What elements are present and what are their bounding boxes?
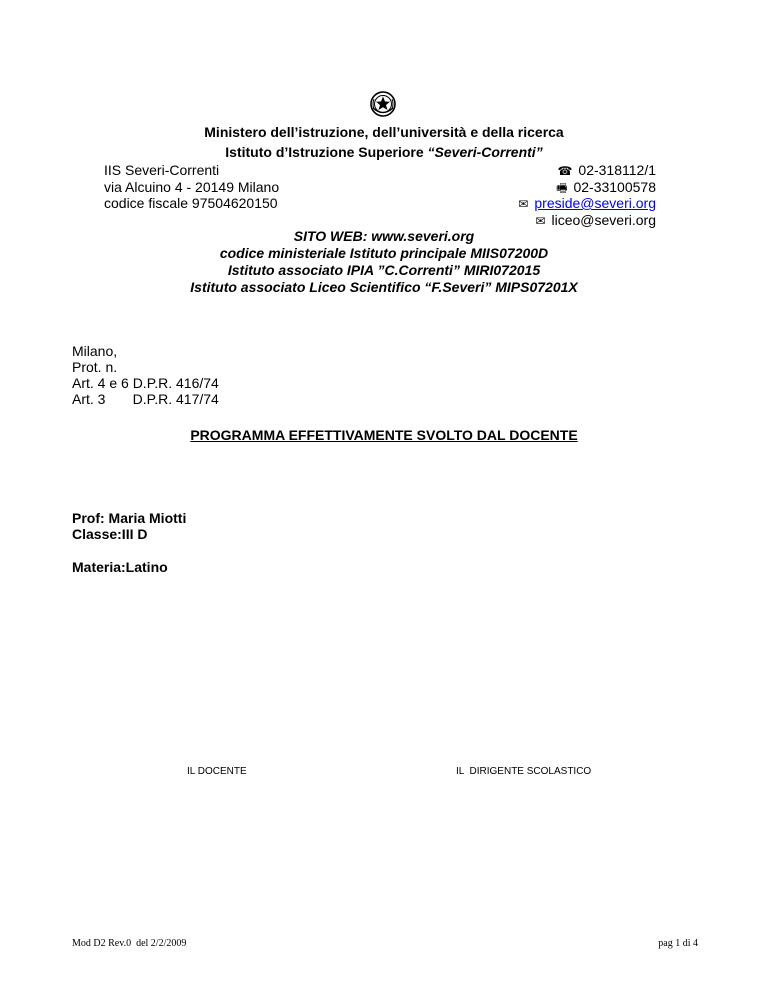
email-liceo: liceo@severi.org <box>551 212 656 228</box>
liceo-line: Istituto associato Liceo Scientifico “F.Severi” MIPS07201X <box>190 279 578 295</box>
subject-line: Materia:Latino <box>72 559 168 575</box>
website-line: SITO WEB: www.severi.org <box>293 228 475 244</box>
fax-number: 02-33100578 <box>573 179 656 195</box>
article-line-2: Art. 3 D.P.R. 417/74 <box>72 391 219 407</box>
page-number: pag 1 di 4 <box>658 938 698 949</box>
fiscal-code: codice fiscale 97504620150 <box>104 195 278 211</box>
institute-title <box>0 144 768 160</box>
republic-emblem-icon <box>369 90 397 118</box>
class-line: Classe:III D <box>72 526 148 542</box>
email-preside-line <box>518 195 656 211</box>
city-line: Milano, <box>72 343 118 359</box>
email-preside-link[interactable]: preside@severi.org <box>534 195 656 211</box>
article-line-1: Art. 4 e 6 D.P.R. 416/74 <box>72 375 219 391</box>
envelope-icon: ✉ <box>518 197 529 211</box>
institute-name: “Severi-Correnti” <box>427 144 543 160</box>
institute-prefix: Istituto d’Istruzione Superiore <box>225 144 424 160</box>
document-title: PROGRAMMA EFFETTIVAMENTE SVOLTO DAL DOCENTE <box>190 427 578 443</box>
school-name: IIS Severi-Correnti <box>104 162 220 178</box>
phone-icon: ☎ <box>557 164 573 178</box>
phone-line <box>557 162 656 178</box>
ministry-title: Ministero dell’istruzione, dell’università e della ricerca <box>204 124 564 140</box>
teacher-signature-label: IL DOCENTE <box>187 766 247 777</box>
school-address: via Alcuino 4 - 20149 Milano <box>104 179 280 195</box>
envelope-icon: ✉ <box>535 214 546 228</box>
principal-signature-label: IL DIRIGENTE SCOLASTICO <box>456 766 592 777</box>
protocol-line: Prot. n. <box>72 359 118 375</box>
teacher-line: Prof: Maria Miotti <box>72 510 187 526</box>
footer-revision: Mod D2 Rev.0 del 2/2/2009 <box>72 938 187 949</box>
fax-icon: 🖷 <box>556 181 568 195</box>
ipia-line: Istituto associato IPIA ”C.Correnti” MIRI072015 <box>227 262 541 278</box>
phone-number: 02-318112/1 <box>578 162 656 178</box>
email-liceo-line <box>535 212 656 228</box>
ministerial-code-line: codice ministeriale Istituto principale MIIS07200D <box>219 245 549 261</box>
